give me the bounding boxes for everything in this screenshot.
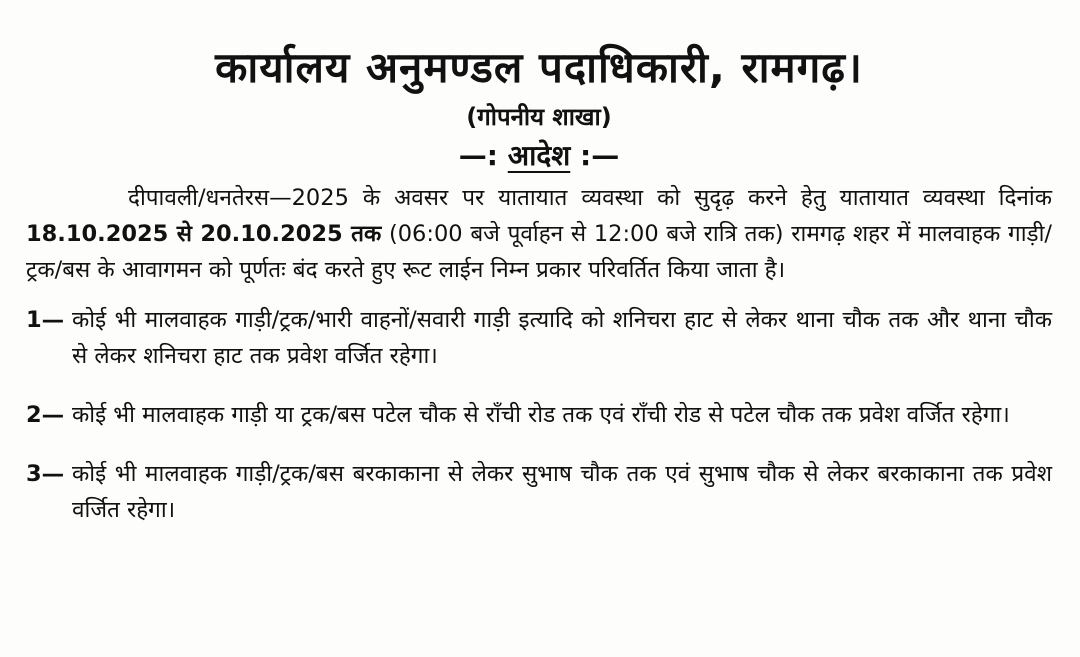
order-item-2 xyxy=(26,397,1052,433)
order-heading-suffix: :— xyxy=(580,139,620,172)
order-item-text: कोई भी मालवाहक गाड़ी/ट्रक/भारी वाहनों/सवारी गाड़ी इत्यादि को शनिचरा हाट से लेकर थाना चौक तक और थाना चौक से लेकर शनिचरा हाट तक प्रवेश वर्जित रहेगा। xyxy=(72,307,1052,369)
intro-date-range: 18.10.2025 से 20.10.2025 तक xyxy=(26,221,382,247)
order-item-number: 1— xyxy=(26,307,65,333)
branch-subtitle: (गोपनीय शाखा) xyxy=(466,103,612,131)
order-item-number: 2— xyxy=(26,402,65,428)
order-item-3 xyxy=(26,456,1052,528)
order-item-1 xyxy=(26,302,1052,374)
intro-text-part2: (06:00 बजे पूर्वाहन से 12:00 बजे रात्रि तक) रामगढ़ शहर में मालवाहक गाड़ी/ट्रक/बस के आवागमन को पूर्णतः बंद करते हुए रूट लाईन निम्न प्रकार परिवर्तित किया जाता है। xyxy=(26,221,1052,283)
office-title: कार्यालय अनुमण्डल पदाधिकारी, रामगढ़। xyxy=(215,43,863,92)
order-item-text: कोई भी मालवाहक गाड़ी या ट्रक/बस पटेल चौक से राँची रोड तक एवं राँची रोड से पटेल चौक तक प्रवेश वर्जित रहेगा। xyxy=(72,402,1010,428)
intro-text-part1: दीपावली/धनतेरस—2025 के अवसर पर यातायात व्यवस्था को सुदृढ़ करने हेतु यातायात व्यवस्था दिनांक xyxy=(128,185,1052,211)
order-heading-prefix: —: xyxy=(458,139,498,172)
intro-paragraph xyxy=(26,180,1052,288)
order-item-text: कोई भी मालवाहक गाड़ी/ट्रक/बस बरकाकाना से लेकर सुभाष चौक तक एवं सुभाष चौक से लेकर बरकाकाना तक प्रवेश वर्जित रहेगा। xyxy=(72,461,1052,523)
order-item-number: 3— xyxy=(26,461,65,487)
order-heading xyxy=(26,136,1052,176)
order-heading-word: आदेश xyxy=(507,139,571,172)
